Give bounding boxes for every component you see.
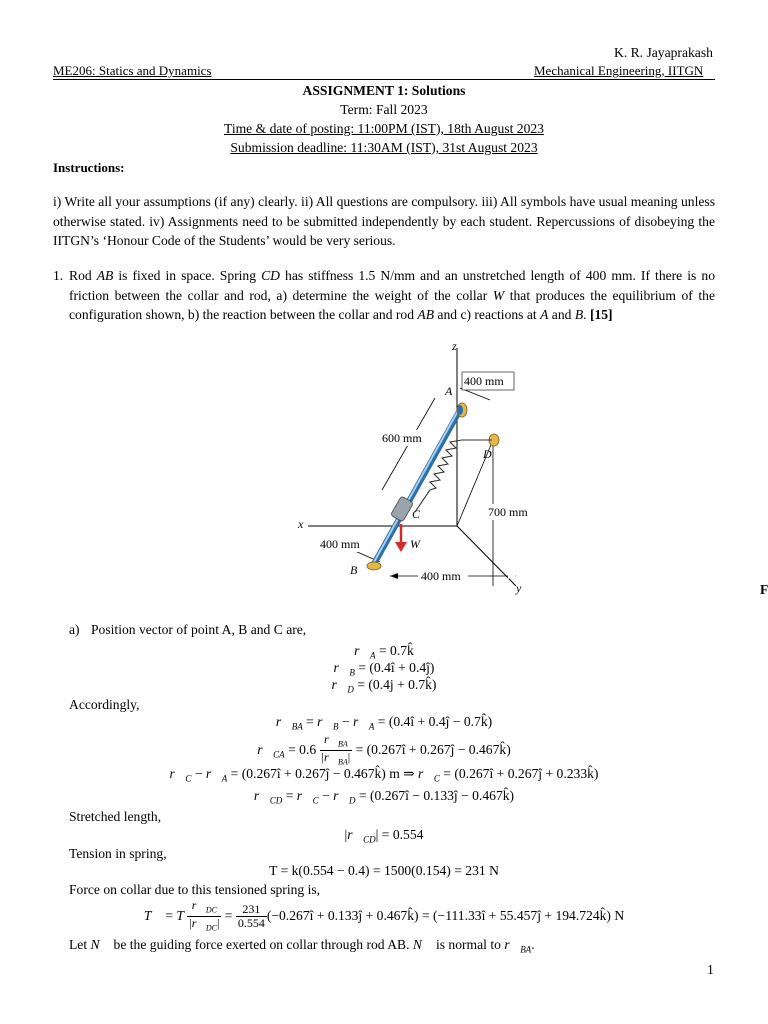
margin-letter: F: [760, 582, 768, 597]
eq-rd: $r⃗_D = (0.4j$ + 0.7k̂): [331, 677, 437, 695]
x-axis-label: x: [298, 517, 304, 531]
posting-time: Time & date of posting: 11:00PM (IST), 18th August 2023: [224, 121, 544, 136]
weight-label: W: [410, 537, 420, 551]
page-number: 1: [707, 962, 714, 977]
question-number: 1.: [53, 268, 64, 283]
author-name: K. R. Jayaprakash: [614, 45, 713, 60]
question-text: Rod AB is fixed in space. Spring CD has stiffness 1.5 N/mm and an unstretched length of 400 mm. If there is no friction between the collar and rod, a) determine the weight of the collar W that produces the equilibrium of the configuration shown, b) the reaction between the collar and rod AB and c) reactions at A and B. [15]: [69, 268, 715, 322]
stretched-text: Stretched length,: [69, 809, 162, 824]
eq-rca: $r⃗_{CA} = 0.6$ $\frac{r⃗_{BA}}{|r⃗_{BA}|}$ = (0.267î + 0.267ĵ − 0.467k̂): [257, 732, 511, 767]
assignment-title: ASSIGNMENT 1: Solutions: [302, 83, 466, 98]
part-a-label: a): [69, 622, 80, 637]
instructions-text: i) Write all your assumptions (if any) clearly. ii) All questions are compulsory. iii) All symbols have usual meaning unless otherwise stated. iv) Assignments need to be submitted independently by each student. Repercussions of disobeying the IITGN’s ‘Honour Code of the Students’ would be very serious.: [53, 194, 715, 248]
y-axis-label: y: [516, 581, 522, 595]
eq-ra: $r⃗_A$ = 0.7k̂: [354, 643, 414, 661]
header-rule: [53, 79, 715, 80]
point-b-label: B: [350, 563, 358, 577]
point-a-label: A: [445, 384, 453, 398]
dim-400-top: 400 mm: [464, 374, 504, 388]
dim-400-left: 400 mm: [320, 537, 360, 551]
question-1: [53, 266, 715, 325]
collar-rod-figure: [290, 340, 540, 598]
dim-700: 700 mm: [488, 505, 528, 519]
submission-deadline: Submission deadline: 11:30AM (IST), 31st August 2023: [230, 140, 538, 155]
point-d-label: D: [483, 447, 492, 461]
accordingly-text: Accordingly,: [69, 697, 140, 712]
guiding-force-text: Let N⃗ be the guiding force exerted on collar through rod AB. N⃗ is normal to $r⃗_{BA}$.: [69, 937, 535, 955]
term: Term: Fall 2023: [340, 102, 428, 117]
eq-length: $|r⃗_{CD}| = 0.554$: [344, 827, 424, 845]
eq-rb: $r⃗_B$ = (0.4î + 0.4ĵ): [333, 660, 435, 678]
eq-tension: T = k(0.554 − 0.4) = 1500(0.154) = 231 N: [269, 863, 499, 878]
z-axis-label: z: [452, 340, 457, 353]
instructions-heading: Instructions:: [53, 160, 125, 175]
force-text: Force on collar due to this tensioned spring is,: [69, 882, 321, 897]
part-a-text: Position vector of point A, B and C are,: [91, 622, 307, 637]
dim-600: 600 mm: [382, 431, 422, 445]
question-marks: [15]: [589, 307, 613, 322]
tension-text: Tension in spring,: [69, 846, 167, 861]
eq-force: T⃗ = T $\frac{r⃗_{DC}}{|r⃗_{DC}|}$ = $\frac{231}{0.554}$ (−0.267î + 0.133ĵ + 0.467k̂) = (−111.33î + 55.457ĵ + 194.724k̂) N: [143, 898, 625, 933]
point-c-label: C: [412, 507, 421, 521]
eq-rba: $r⃗_{BA}$ = $r⃗_B$ − $r⃗_A$ = (0.4î + 0.4ĵ − 0.7k̂): [275, 714, 493, 732]
dim-400-bottom: 400 mm: [421, 569, 461, 583]
support-b: [367, 562, 381, 570]
eq-rc: $r⃗_C$ − $r⃗_A$ = (0.267î + 0.267ĵ − 0.467k̂) m ⇒ $r⃗_C$ = (0.267î + 0.267ĵ + 0.233k̂): [169, 766, 599, 784]
department: Mechanical Engineering, IITGN: [534, 63, 704, 78]
eq-rcd: $r⃗_{CD}$ = $r⃗_C$ − $r⃗_D$ = (0.267î − 0.133ĵ − 0.467k̂): [253, 788, 515, 806]
course-title: ME206: Statics and Dynamics: [53, 63, 212, 78]
